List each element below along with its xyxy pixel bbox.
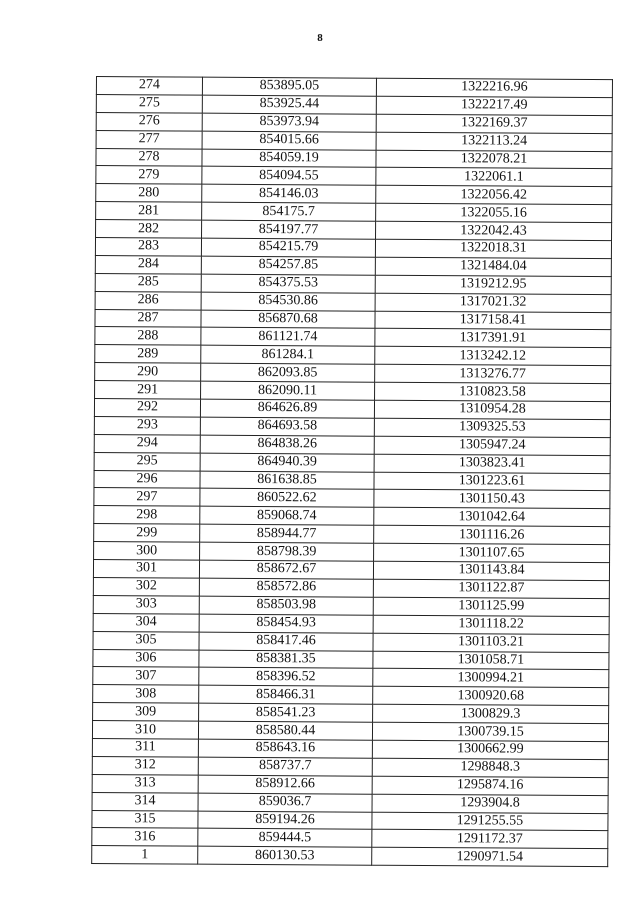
y-coordinate-cell: 1291255.55 — [372, 812, 608, 831]
y-coordinate-cell: 1313242.12 — [375, 347, 611, 366]
x-coordinate-cell: 858541.23 — [199, 703, 373, 722]
y-coordinate-cell: 1300739.15 — [372, 722, 608, 741]
y-coordinate-cell: 1290971.54 — [372, 847, 608, 866]
x-coordinate-cell: 861284.1 — [201, 346, 375, 365]
y-coordinate-cell: 1301058.71 — [373, 651, 609, 670]
point-number-cell: 282 — [96, 220, 202, 239]
y-coordinate-cell: 1301118.22 — [373, 615, 609, 634]
y-coordinate-cell: 1322078.21 — [376, 150, 612, 169]
point-number-cell: 310 — [92, 721, 198, 740]
point-number-cell: 291 — [95, 381, 201, 400]
x-coordinate-cell: 859194.26 — [198, 811, 372, 830]
y-coordinate-cell: 1309325.53 — [374, 418, 610, 437]
point-number-cell: 292 — [94, 399, 200, 418]
y-coordinate-cell: 1291172.37 — [372, 830, 608, 849]
y-coordinate-cell: 1321484.04 — [375, 257, 611, 276]
point-number-cell: 315 — [92, 810, 198, 829]
x-coordinate-cell: 858417.46 — [199, 632, 373, 651]
point-number-cell: 305 — [93, 631, 199, 650]
point-number-cell: 280 — [96, 184, 202, 203]
x-coordinate-cell: 853973.94 — [202, 113, 376, 132]
y-coordinate-cell: 1298848.3 — [372, 758, 608, 777]
x-coordinate-cell: 858912.66 — [198, 775, 372, 794]
point-number-cell: 303 — [93, 595, 199, 614]
x-coordinate-cell: 858944.77 — [200, 524, 374, 543]
table-row — [92, 846, 608, 867]
y-coordinate-cell: 1305947.24 — [374, 436, 610, 455]
x-coordinate-cell: 858672.67 — [199, 560, 373, 579]
x-coordinate-cell: 858580.44 — [198, 721, 372, 740]
y-coordinate-cell: 1317391.91 — [375, 329, 611, 348]
x-coordinate-cell: 854197.77 — [202, 220, 376, 239]
point-number-cell: 316 — [92, 828, 198, 847]
x-coordinate-cell: 854530.86 — [201, 292, 375, 311]
y-coordinate-cell: 1322042.43 — [376, 221, 612, 240]
point-number-cell: 308 — [93, 685, 199, 704]
point-number-cell: 300 — [94, 542, 200, 561]
x-coordinate-cell: 860522.62 — [200, 489, 374, 508]
x-coordinate-cell: 856870.68 — [201, 310, 375, 329]
y-coordinate-cell: 1317021.32 — [375, 293, 611, 312]
point-number-cell: 286 — [95, 291, 201, 310]
x-coordinate-cell: 859444.5 — [198, 829, 372, 848]
x-coordinate-cell: 858572.86 — [199, 578, 373, 597]
y-coordinate-cell: 1301223.61 — [374, 472, 610, 491]
x-coordinate-cell: 864838.26 — [200, 435, 374, 454]
point-number-cell: 298 — [94, 506, 200, 525]
x-coordinate-cell: 854015.66 — [202, 131, 376, 150]
point-number-cell: 301 — [93, 560, 199, 579]
y-coordinate-cell: 1300662.99 — [372, 740, 608, 759]
x-coordinate-cell: 858798.39 — [200, 542, 374, 561]
y-coordinate-cell: 1322216.96 — [376, 78, 612, 97]
point-number-cell: 304 — [93, 613, 199, 632]
point-number-cell: 297 — [94, 488, 200, 507]
coordinates-table — [91, 76, 613, 867]
y-coordinate-cell: 1301122.87 — [373, 579, 609, 598]
y-coordinate-cell: 1301125.99 — [373, 597, 609, 616]
x-coordinate-cell: 854146.03 — [202, 184, 376, 203]
x-coordinate-cell: 853895.05 — [202, 77, 376, 96]
y-coordinate-cell: 1303823.41 — [374, 454, 610, 473]
x-coordinate-cell: 864626.89 — [200, 399, 374, 418]
y-coordinate-cell: 1317158.41 — [375, 311, 611, 330]
point-number-cell: 287 — [95, 309, 201, 328]
point-number-cell: 302 — [93, 577, 199, 596]
y-coordinate-cell: 1301116.26 — [374, 525, 610, 544]
point-number-cell: 293 — [94, 416, 200, 435]
x-coordinate-cell: 858643.16 — [198, 739, 372, 758]
point-number-cell: 290 — [95, 363, 201, 382]
point-number-cell: 309 — [93, 703, 199, 722]
y-coordinate-cell: 1293904.8 — [372, 794, 608, 813]
page-number: 8 — [317, 32, 323, 44]
point-number-cell: 283 — [95, 238, 201, 257]
y-coordinate-cell: 1322018.31 — [375, 239, 611, 258]
point-number-cell: 1 — [92, 846, 198, 865]
y-coordinate-cell: 1301143.84 — [373, 561, 609, 580]
x-coordinate-cell: 862093.85 — [201, 363, 375, 382]
x-coordinate-cell: 854175.7 — [202, 202, 376, 221]
x-coordinate-cell: 854215.79 — [201, 238, 375, 257]
y-coordinate-cell: 1300994.21 — [373, 669, 609, 688]
x-coordinate-cell: 861638.85 — [200, 471, 374, 490]
coordinates-table-body — [92, 77, 613, 867]
x-coordinate-cell: 854257.85 — [201, 256, 375, 275]
point-number-cell: 285 — [95, 273, 201, 292]
x-coordinate-cell: 864940.39 — [200, 453, 374, 472]
x-coordinate-cell: 858381.35 — [199, 650, 373, 669]
x-coordinate-cell: 858396.52 — [199, 668, 373, 687]
point-number-cell: 279 — [96, 166, 202, 185]
point-number-cell: 294 — [94, 434, 200, 453]
y-coordinate-cell: 1322056.42 — [376, 186, 612, 205]
x-coordinate-cell: 858454.93 — [199, 614, 373, 633]
point-number-cell: 295 — [94, 452, 200, 471]
y-coordinate-cell: 1310823.58 — [375, 382, 611, 401]
y-coordinate-cell: 1301107.65 — [374, 543, 610, 562]
x-coordinate-cell: 859036.7 — [198, 793, 372, 812]
x-coordinate-cell: 862090.11 — [201, 381, 375, 400]
x-coordinate-cell: 858466.31 — [199, 685, 373, 704]
point-number-cell: 284 — [95, 255, 201, 274]
y-coordinate-cell: 1301103.21 — [373, 633, 609, 652]
x-coordinate-cell: 858503.98 — [199, 596, 373, 615]
y-coordinate-cell: 1300829.3 — [373, 704, 609, 723]
point-number-cell: 307 — [93, 667, 199, 686]
point-number-cell: 296 — [94, 470, 200, 489]
point-number-cell: 278 — [96, 148, 202, 167]
point-number-cell: 276 — [96, 112, 202, 131]
x-coordinate-cell: 858737.7 — [198, 757, 372, 776]
y-coordinate-cell: 1301150.43 — [374, 490, 610, 509]
point-number-cell: 312 — [92, 756, 198, 775]
y-coordinate-cell: 1313276.77 — [375, 364, 611, 383]
point-number-cell: 306 — [93, 649, 199, 668]
point-number-cell: 288 — [95, 327, 201, 346]
y-coordinate-cell: 1322169.37 — [376, 114, 612, 133]
point-number-cell: 281 — [96, 202, 202, 221]
point-number-cell: 313 — [92, 774, 198, 793]
x-coordinate-cell: 864693.58 — [200, 417, 374, 436]
y-coordinate-cell: 1295874.16 — [372, 776, 608, 795]
point-number-cell: 314 — [92, 792, 198, 811]
y-coordinate-cell: 1322055.16 — [376, 203, 612, 222]
x-coordinate-cell: 860130.53 — [198, 846, 372, 865]
x-coordinate-cell: 854375.53 — [201, 274, 375, 293]
x-coordinate-cell: 854094.55 — [202, 167, 376, 186]
y-coordinate-cell: 1322113.24 — [376, 132, 612, 151]
x-coordinate-cell: 854059.19 — [202, 149, 376, 168]
point-number-cell: 299 — [94, 524, 200, 543]
point-number-cell: 289 — [95, 345, 201, 364]
y-coordinate-cell: 1322217.49 — [376, 96, 612, 115]
point-number-cell: 274 — [96, 77, 202, 96]
y-coordinate-cell: 1319212.95 — [375, 275, 611, 294]
x-coordinate-cell: 853925.44 — [202, 95, 376, 114]
point-number-cell: 277 — [96, 130, 202, 149]
y-coordinate-cell: 1322061.1 — [376, 168, 612, 187]
y-coordinate-cell: 1301042.64 — [374, 508, 610, 527]
y-coordinate-cell: 1310954.28 — [374, 400, 610, 419]
x-coordinate-cell: 861121.74 — [201, 328, 375, 347]
y-coordinate-cell: 1300920.68 — [373, 686, 609, 705]
x-coordinate-cell: 859068.74 — [200, 507, 374, 526]
point-number-cell: 311 — [92, 738, 198, 757]
point-number-cell: 275 — [96, 94, 202, 113]
